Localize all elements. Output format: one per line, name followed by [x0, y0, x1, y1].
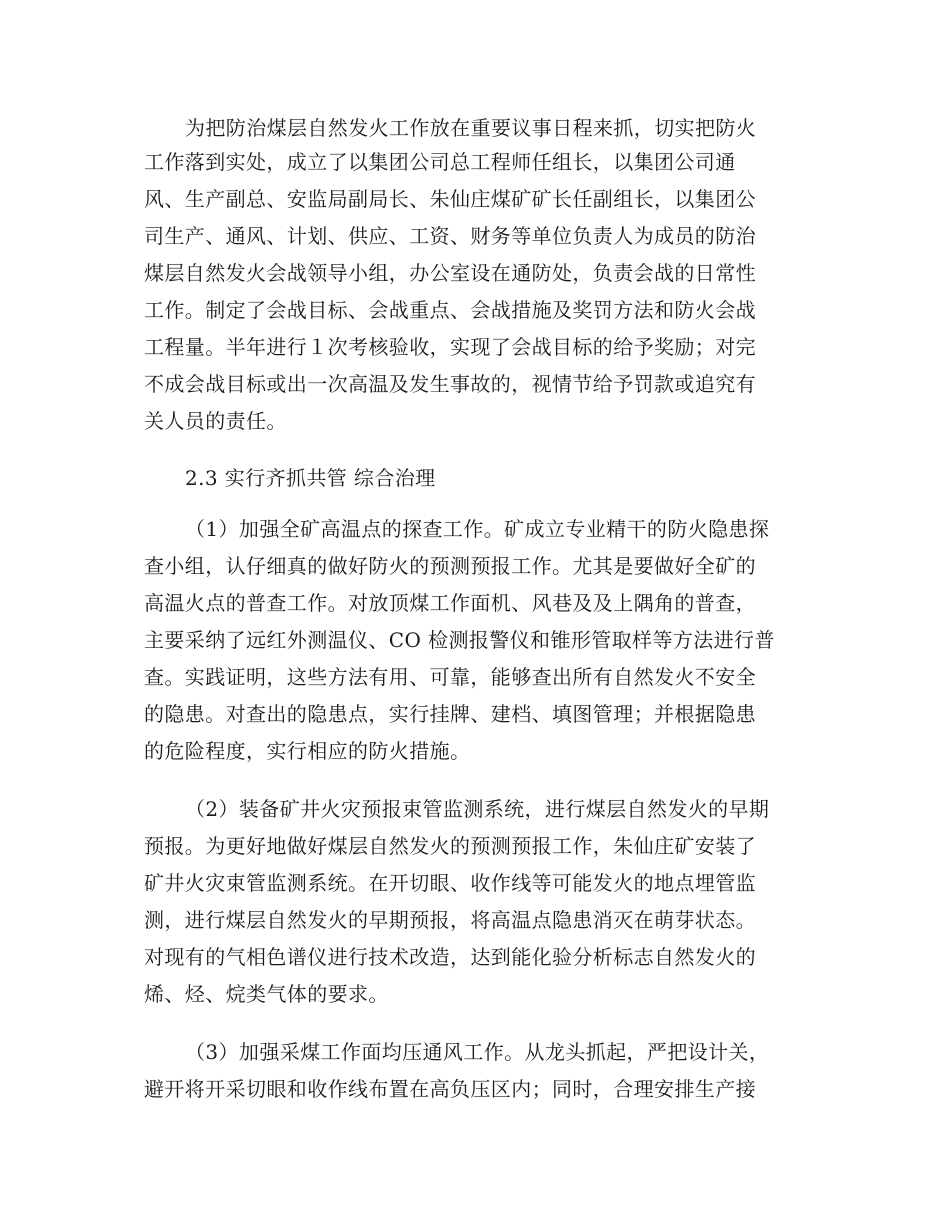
text-line: 关人员的责任。 — [144, 409, 287, 433]
text-line: 工作。制定了会战目标、会战重点、会战措施及奖罚方法和防火会战 — [144, 298, 756, 322]
text-line: 对现有的气相色谱仪进行技术改造，达到能化验分析标志自然发火的 — [144, 945, 756, 969]
text-line: 烯、烃、烷类气体的要求。 — [144, 982, 389, 1006]
text-line: （1）加强全矿高温点的探查工作。矿成立专业精干的防火隐患探 — [185, 517, 770, 541]
text-line: 查。实践证明，这些方法有用、可靠，能够查出所有自然发火不安全 — [144, 665, 756, 689]
text-line: 主要采纳了远红外测温仪、CO 检测报警仪和锥形管取样等方法进行普 — [144, 628, 775, 652]
text-line: （3）加强采煤工作面均压通风工作。从龙头抓起，严把设计关， — [185, 1040, 770, 1064]
text-line: （2）装备矿井火灾预报束管监测系统，进行煤层自然发火的早期 — [185, 797, 770, 821]
text-line: 为把防治煤层自然发火工作放在重要议事日程来抓，切实把防火 — [185, 116, 757, 140]
section-heading: 2.3 实行齐抓共管 综合治理 — [185, 466, 436, 490]
text-line: 高温火点的普查工作。对放顶煤工作面机、风巷及及上隅角的普查， — [144, 591, 756, 615]
text-line: 煤层自然发火会战领导小组，办公室设在通防处，负责会战的日常性 — [144, 261, 756, 285]
text-line: 风、生产副总、安监局副局长、朱仙庄煤矿矿长任副组长，以集团公 — [144, 187, 756, 211]
text-line: 预报。为更好地做好煤层自然发火的预测预报工作，朱仙庄矿安装了 — [144, 834, 756, 858]
text-line: 的危险程度，实行相应的防火措施。 — [144, 739, 471, 763]
text-line: 工程量。半年进行１次考核验收，实现了会战目标的给予奖励；对完 — [144, 335, 756, 359]
text-line: 测，进行煤层自然发火的早期预报，将高温点隐患消灭在萌芽状态。 — [144, 908, 756, 932]
text-line: 不成会战目标或出一次高温及发生事故的，视情节给予罚款或追究有 — [144, 372, 756, 396]
text-line: 的隐患。对查出的隐患点，实行挂牌、建档、填图管理；并根据隐患 — [144, 702, 756, 726]
text-line: 司生产、通风、计划、供应、工资、财务等单位负责人为成员的防治 — [144, 224, 756, 248]
text-line: 工作落到实处，成立了以集团公司总工程师任组长，以集团公司通 — [144, 150, 736, 174]
text-line: 查小组，认仔细真的做好防火的预测预报工作。尤其是要做好全矿的 — [144, 554, 756, 578]
text-line: 避开将开采切眼和收作线布置在高负压区内；同时，合理安排生产接 — [144, 1077, 756, 1101]
text-line: 矿井火灾束管监测系统。在开切眼、收作线等可能发火的地点埋管监 — [144, 871, 756, 895]
